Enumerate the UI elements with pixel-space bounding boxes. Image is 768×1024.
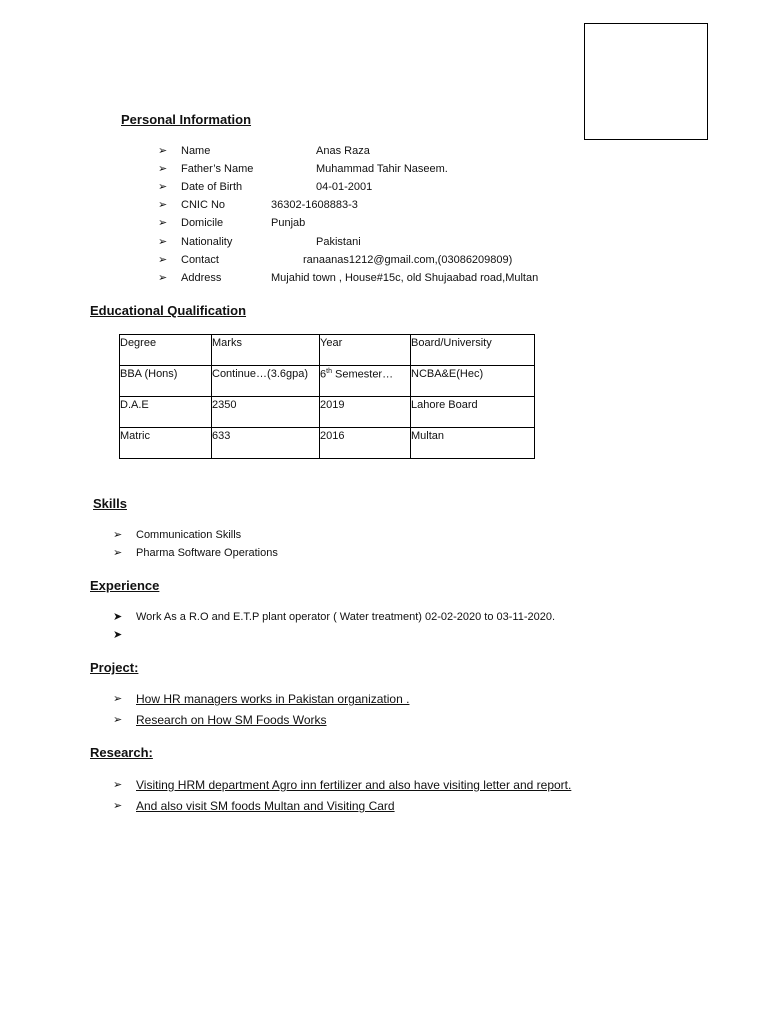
arrow-bullet-icon: ➢ <box>158 163 168 175</box>
table-cell: Multan <box>411 428 535 459</box>
research-heading: Research: <box>90 745 153 760</box>
table-header-cell: Degree <box>120 335 212 366</box>
table-row <box>120 428 535 459</box>
father-name-label: Father’s Name <box>181 163 254 175</box>
arrow-bullet-icon: ➢ <box>158 145 168 157</box>
table-cell: Lahore Board <box>411 397 535 428</box>
table-cell: BBA (Hons) <box>120 366 212 397</box>
table-cell: 2019 <box>320 397 411 428</box>
table-cell: NCBA&E(Hec) <box>411 366 535 397</box>
project-item: How HR managers works in Pakistan organization . <box>136 692 410 706</box>
arrow-bullet-icon: ➢ <box>158 236 168 248</box>
nationality-value: Pakistani <box>316 236 361 248</box>
education-heading: Educational Qualification <box>90 303 247 318</box>
arrow-bullet-icon: ➢ <box>113 547 123 559</box>
nationality-label: Nationality <box>181 236 233 248</box>
name-value: Anas Raza <box>316 145 370 157</box>
experience-heading: Experience <box>90 578 160 593</box>
personal-info-heading: Personal Information <box>121 112 252 127</box>
dob-label: Date of Birth <box>181 181 243 193</box>
arrow-bullet-icon: ➢ <box>158 254 168 266</box>
arrow-bullet-icon: ➢ <box>113 800 123 812</box>
photo-placeholder <box>584 23 708 140</box>
arrow-bullet-icon: ➢ <box>113 714 123 726</box>
arrow-bullet-icon: ➢ <box>158 181 168 193</box>
table-cell: Matric <box>120 428 212 459</box>
table-cell: 6th Semester… <box>320 366 411 397</box>
experience-item: Work As a R.O and E.T.P plant operator ( Water treatment) 02-02-2020 to 03-11-2020. <box>136 611 556 623</box>
name-label: Name <box>181 145 211 157</box>
skill-item: Pharma Software Operations <box>136 547 278 559</box>
table-header-cell: Year <box>320 335 411 366</box>
cnic-value: 36302-1608883-3 <box>271 199 358 211</box>
skill-item: Communication Skills <box>136 529 242 541</box>
education-table <box>119 334 535 459</box>
project-item: Research on How SM Foods Works <box>136 713 327 727</box>
table-cell: D.A.E <box>120 397 212 428</box>
table-header-row <box>120 335 535 366</box>
arrow-bullet-icon: ➢ <box>113 693 123 705</box>
table-cell: 2350 <box>212 397 320 428</box>
arrow-bullet-icon: ➤ <box>113 629 123 641</box>
father-name-value: Muhammad Tahir Naseem. <box>316 163 448 175</box>
arrow-bullet-icon: ➢ <box>113 779 123 791</box>
arrow-bullet-icon: ➢ <box>113 529 123 541</box>
table-row <box>120 366 535 397</box>
address-label: Address <box>181 272 222 284</box>
contact-value: ranaanas1212@gmail.com,(03086209809) <box>303 254 513 266</box>
address-value: Mujahid town , House#15c, old Shujaabad road,Multan <box>271 272 539 284</box>
cnic-label: CNIC No <box>181 199 226 211</box>
table-cell: 2016 <box>320 428 411 459</box>
research-item: And also visit SM foods Multan and Visiting Card <box>136 799 395 813</box>
table-header-cell: Marks <box>212 335 320 366</box>
arrow-bullet-icon: ➢ <box>158 217 168 229</box>
project-heading: Project: <box>90 660 139 675</box>
skills-heading: Skills <box>93 496 127 511</box>
table-row <box>120 397 535 428</box>
table-cell: Continue…(3.6gpa) <box>212 366 320 397</box>
arrow-bullet-icon: ➢ <box>158 272 168 284</box>
domicile-label: Domicile <box>181 217 224 229</box>
arrow-bullet-icon: ➢ <box>158 199 168 211</box>
table-cell: 633 <box>212 428 320 459</box>
table-header-cell: Board/University <box>411 335 535 366</box>
dob-value: 04-01-2001 <box>316 181 373 193</box>
arrow-bullet-icon: ➤ <box>113 611 123 623</box>
domicile-value: Punjab <box>271 217 306 229</box>
research-item: Visiting HRM department Agro inn fertilizer and also have visiting letter and report. <box>136 778 572 792</box>
contact-label: Contact <box>181 254 219 266</box>
